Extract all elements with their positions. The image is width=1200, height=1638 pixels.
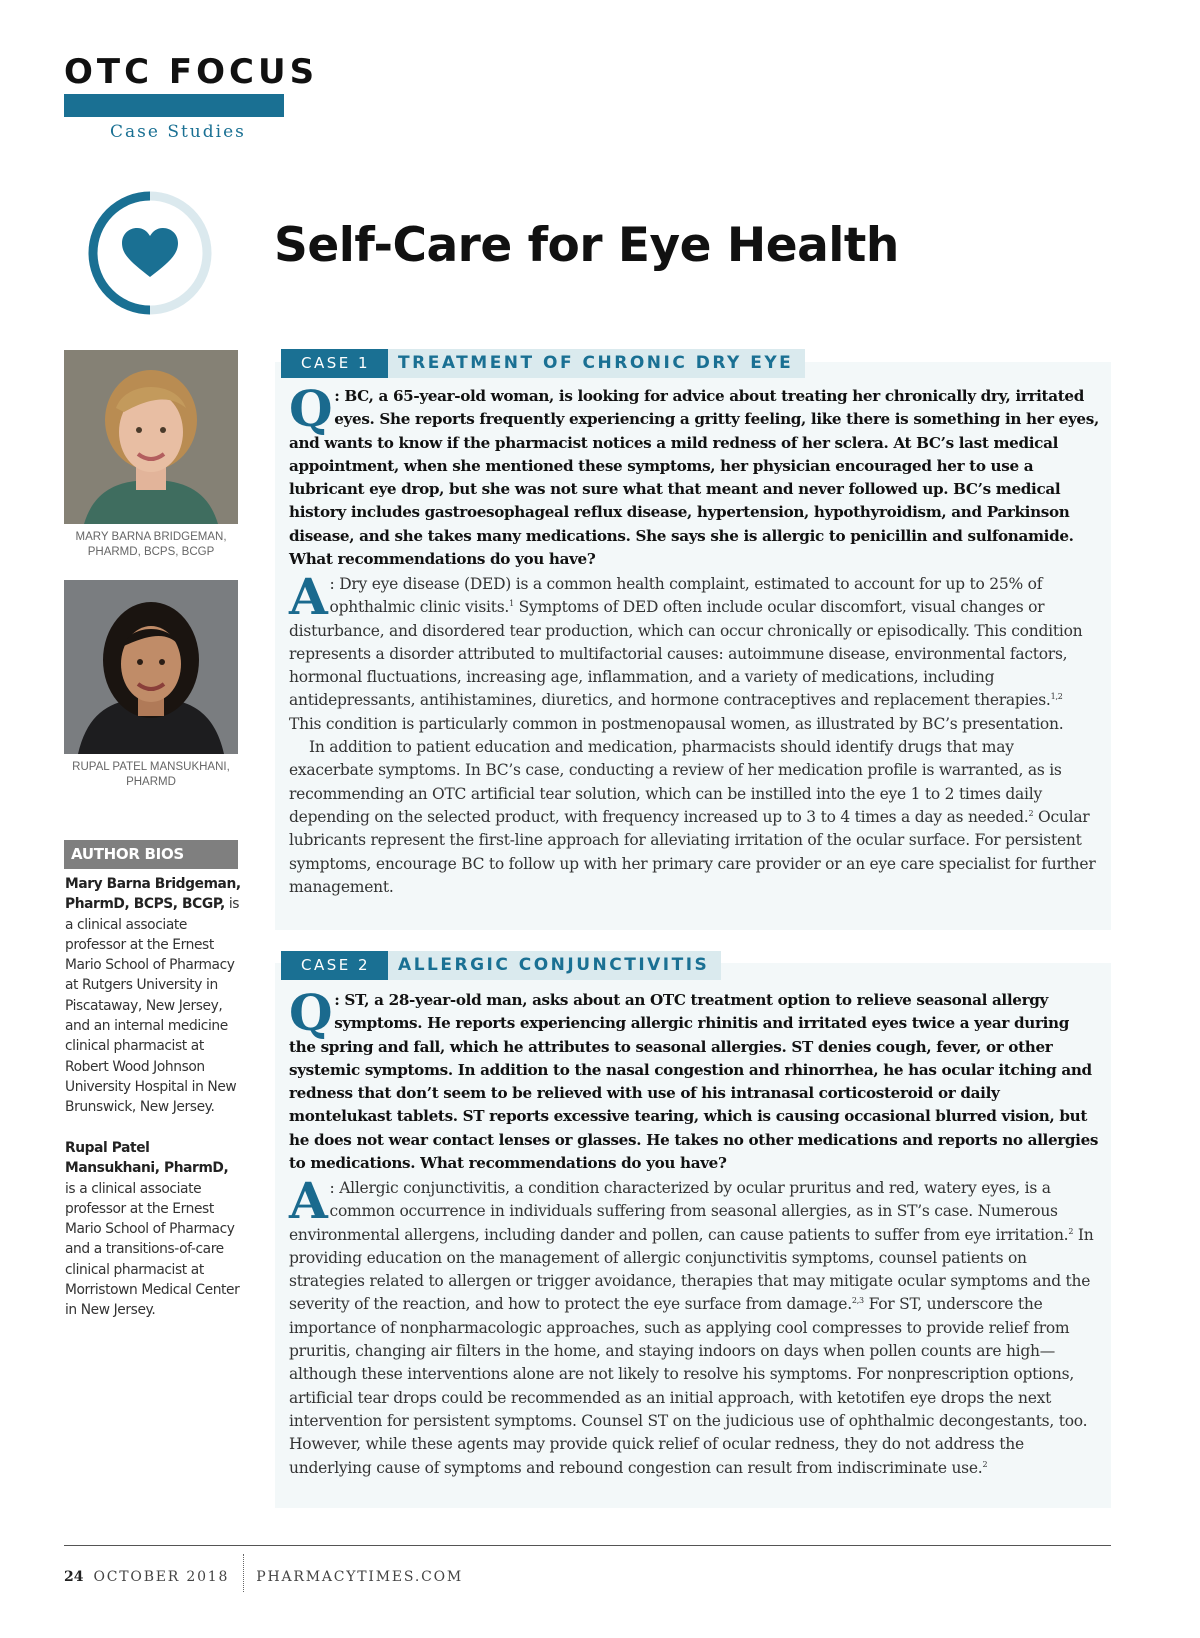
answer-paragraph: [289, 567, 1099, 736]
bio-name: Mary Barna Bridgeman, PharmD, BCPS, BCGP,: [65, 876, 241, 913]
answer-text: : Allergic conjunctivitis, a condition characterized by ocular pruritus and red, watery eyes, is a common occurrence in individuals suffering from seasonal allergies, as in ST’s case. Numerous environmental allergens, including dander and pollen, can cause patients to suffer from eye irritation.: [289, 1179, 1069, 1244]
answer-text: Symptoms of DED often include ocular discomfort, visual changes or disturbance, and disordered tear production, which can occur chronically or episodically. This condition represents a disorder attributed to multifactorial causes: autoimmune disease, environmental factors, hormonal fluctuations, increasing age, inflammation, and a variety of medications, including antidepressants, antihistamines, diuretics, and hormone contraceptives and replacement therapies.: [289, 598, 1083, 710]
question-dropcap: Q: [289, 379, 333, 438]
answer-text: In providing education on the management of allergic conjunctivitis symptoms, counsel patients on strategies related to allergen or trigger avoidance, therapies that may mitigate ocular symptoms and the severity of the reaction, and how to protect the eye surface from damage.: [289, 1225, 1094, 1314]
author-photo-bridgeman: [64, 350, 238, 524]
case1-answer: [289, 567, 1099, 899]
citation: 2: [982, 1459, 988, 1469]
author-bio-mansukhani: [65, 1138, 241, 1321]
case2-label: CASE 2: [281, 951, 388, 980]
bio-text: is a clinical associate professor at the Ernest Mario School of Pharmacy at Rutgers University in Piscataway, New Jersey, and an internal medicine clinical pharmacist at Robert Wood Johnson University Hospital in New Brunswick, New Jersey.: [65, 896, 240, 1116]
footer-divider: [64, 1545, 1111, 1546]
answer-paragraph: [289, 736, 1099, 899]
page-number: 24: [64, 1569, 84, 1585]
website-link[interactable]: PHARMACYTIMES.COM: [256, 1569, 463, 1585]
article-title: Self-Care for Eye Health: [274, 218, 899, 273]
answer-text: Ocular lubricants represent the first-line approach for alleviating irritation of the ocular surface. For persistent symptoms, encourage BC to follow up with her primary care provider or an eye care specialist for further management.: [289, 807, 1096, 896]
case1-topic: TREATMENT OF CHRONIC DRY EYE: [388, 349, 805, 378]
heart-in-circle-icon: [86, 189, 214, 317]
citation: 1,2: [1050, 692, 1063, 702]
case1-header: [281, 349, 805, 378]
answer-text: This condition is particularly common in postmenopausal women, as illustrated by BC’s presentation.: [289, 714, 1064, 733]
section-title: OTC FOCUS: [64, 52, 319, 92]
author-caption-bridgeman: MARY BARNA BRIDGEMAN, PHARMD, BCPS, BCGP: [75, 531, 227, 558]
footer-separator: [243, 1554, 244, 1592]
section-subtitle: Case Studies: [110, 122, 246, 142]
case1-question: [289, 379, 1099, 571]
citation: 1: [509, 599, 514, 609]
case2-question: [289, 983, 1099, 1175]
author-caption-mansukhani: RUPAL PATEL MANSUKHANI, PHARMD: [72, 761, 230, 788]
citation: 2: [1028, 808, 1034, 818]
answer-dropcap: A: [289, 1171, 328, 1230]
answer-paragraph: [289, 1171, 1099, 1480]
case2-topic: ALLERGIC CONJUNCTIVITIS: [388, 951, 721, 980]
citation: 2,3: [851, 1296, 864, 1306]
question-text: : BC, a 65-year-old woman, is looking for advice about treating her chronically dry, irritated eyes. She reports frequently experiencing a gritty feeling, like there is something in her eyes, and wants to know if the pharmacist notices a mild redness of her sclera. At BC’s last medical appointment, when she mentioned these symptoms, her physician encouraged her to use a lubricant eye drop, but she was not sure what that meant and never followed up. BC’s medical history includes gastroesophageal reflux disease, hypertension, hypothyroidism, and Parkinson disease, and she takes many medications. She says she is allergic to penicillin and sulfonamide. What recommendations do you have?: [289, 387, 1099, 569]
answer-text: In addition to patient education and medication, pharmacists should identify drugs that may exacerbate symptoms. In BC’s case, conducting a review of her medication profile is warranted, as is recommending an OTC artificial tear solution, which can be instilled into the eye 1 to 2 times daily depending on the selected product, with frequency increased up to 3 to 4 times a day as needed.: [289, 738, 1062, 826]
question-dropcap: Q: [289, 983, 333, 1042]
answer-text: : Dry eye disease (DED) is a common health complaint, estimated to account for up to 25% of ophthalmic clinic visits.: [329, 575, 1043, 617]
issue-date: OCTOBER 2018: [93, 1569, 230, 1585]
answer-text: For ST, underscore the importance of nonpharmacologic approaches, such as applying cool compresses to provide relief from pruritis, changing air filters in the home, and staying indoors on days when pollen counts are high—although these interventions alone are not likely to resolve his symptoms. For nonprescription options, artificial tear drops could be recommended as an initial approach, with ketotifen eye drops the next intervention for persistent symptoms. Counsel ST on the judicious use of ophthalmic decongestants, too. However, while these agents may provide quick relief of ocular redness, they do not address the underlying cause of symptoms and rebound congestion can result from indiscriminate use.: [289, 1295, 1088, 1477]
case1-label: CASE 1: [281, 349, 388, 378]
case2-header: [281, 951, 721, 980]
section-title-bar: [64, 94, 284, 117]
author-bios-header: AUTHOR BIOS: [64, 840, 238, 869]
question-text: : ST, a 28-year-old man, asks about an OTC treatment option to relieve seasonal allergy symptoms. He reports experiencing allergic rhinitis and irritated eyes twice a year during the spring and fall, which he attributes to seasonal allergies. ST denies cough, fever, or other systemic symptoms. In addition to the nasal congestion and rhinorrhea, he has ocular itching and redness that don’t seem to be relieved with use of his intranasal corticosteroid or daily montelukast tablets. ST reports excessive tearing, which is causing occasional blurred vision, but he does not wear contact lenses or glasses. He takes no other medications and reports no allergies to medications. What recommendations do you have?: [289, 991, 1099, 1173]
answer-dropcap: A: [289, 567, 328, 626]
page-footer: [64, 1558, 463, 1596]
author-photo-mansukhani: [64, 580, 238, 754]
bio-name: Rupal Patel Mansukhani, PharmD,: [65, 1140, 229, 1177]
bio-text: is a clinical associate professor at the Ernest Mario School of Pharmacy and a transitions-of-care clinical pharmacist at Morristown Medical Center in New Jersey.: [65, 1180, 240, 1319]
citation: 2: [1068, 1226, 1074, 1236]
case2-answer: [289, 1171, 1099, 1480]
author-bio-bridgeman: [65, 874, 241, 1118]
